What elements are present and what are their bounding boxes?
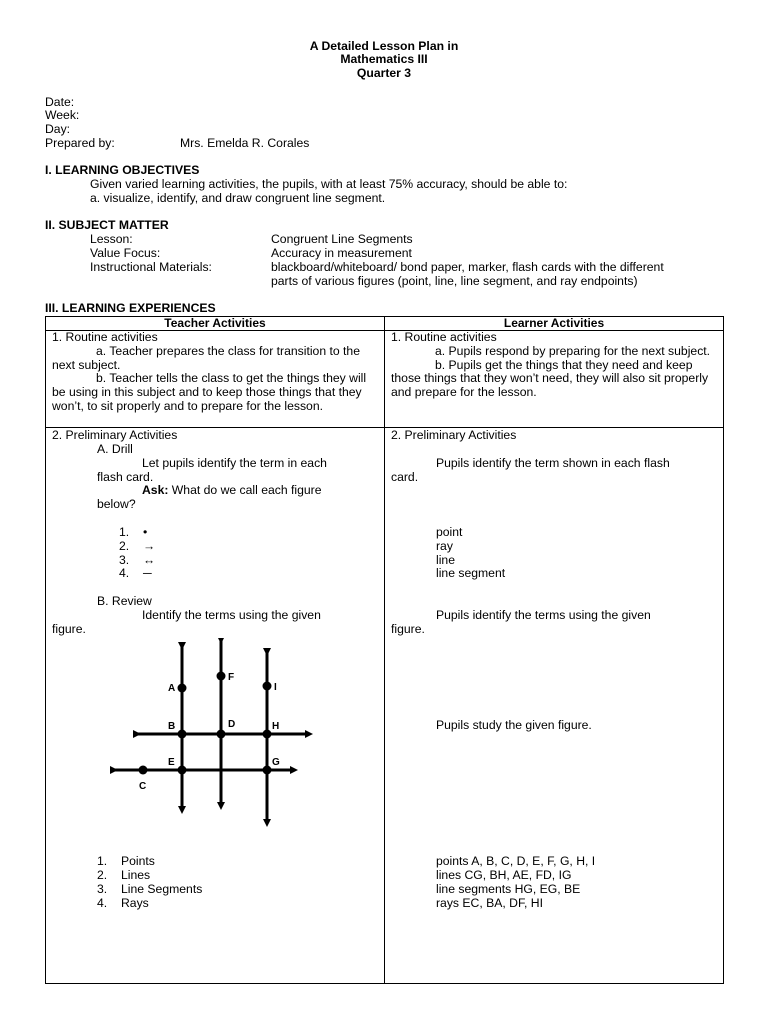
review-text-2: figure. xyxy=(52,622,86,636)
label-d: D xyxy=(228,719,236,730)
teacher-prelim-title: 2. Preliminary Activities xyxy=(52,428,178,442)
point-i xyxy=(263,682,272,691)
review-item-1: 1. Points xyxy=(97,854,155,868)
teacher-column-header: Teacher Activities xyxy=(46,317,385,331)
teacher-routine-b: b. Teacher tells the class to get the things they will be using in this subject and to keep those things that they won’t, to sit properly and to prepare for the lesson. xyxy=(52,371,367,413)
subject-matter-heading: II. SUBJECT MATTER xyxy=(45,218,169,232)
date-label: Date: xyxy=(45,95,75,109)
value-focus-label: Value Focus: xyxy=(90,246,161,260)
review-title: B. Review xyxy=(97,594,152,608)
review-item-4: 4. Rays xyxy=(97,896,149,910)
learner-routine-b: b. Pupils get the things that they need and keep those things that they won’t need, they will also sit properly and prepare for the lesson. xyxy=(391,357,709,400)
drill-answer-3: line xyxy=(436,553,455,567)
teacher-routine-title: 1. Routine activities xyxy=(52,330,158,344)
label-i: I xyxy=(274,682,277,693)
learner-review-text-1: Pupils identify the terms using the given xyxy=(436,608,651,622)
point-f xyxy=(217,672,226,681)
doc-title-line2: Mathematics III xyxy=(340,52,428,66)
drill-item-3: 3. ↔ xyxy=(119,553,156,567)
objectives-item-a: a. visualize, identify, and draw congruent line segment. xyxy=(90,191,386,205)
materials-line1: blackboard/whiteboard/ bond paper, marker, flash cards with the different xyxy=(271,260,664,274)
label-e: E xyxy=(168,757,175,768)
learner-prelim-title: 2. Preliminary Activities xyxy=(391,428,517,442)
review-item-3: 3. Line Segments xyxy=(97,882,203,896)
segment-icon: ─ xyxy=(143,566,152,580)
learner-study-text: Pupils study the given figure. xyxy=(436,718,592,732)
learner-routine-title: 1. Routine activities xyxy=(391,330,497,344)
ask-text-2: below? xyxy=(97,497,136,511)
review-item-2: 2. Lines xyxy=(97,868,151,882)
activities-table xyxy=(45,316,724,984)
point-c xyxy=(139,766,148,775)
learner-routine-cell xyxy=(385,331,724,428)
label-a: A xyxy=(168,683,176,694)
learner-drill-text-2: card. xyxy=(391,470,419,484)
learner-routine-a: a. Pupils respond by preparing for the next subject. xyxy=(435,343,711,358)
review-answer-2: lines CG, BH, AE, FD, IG xyxy=(436,868,572,882)
ask-line xyxy=(142,484,322,498)
drill-item-4: 4. ─ xyxy=(119,566,152,580)
ask-text: What do we call each figure xyxy=(168,483,322,497)
experiences-heading: III. LEARNING EXPERIENCES xyxy=(45,301,216,315)
line-icon: ↔ xyxy=(143,553,156,567)
teacher-routine-a: a. Teacher prepares the class for transition to the next subject. xyxy=(52,343,360,372)
drill-item-2: 2. → xyxy=(119,539,156,553)
review-answer-3: line segments HG, EG, BE xyxy=(436,882,581,896)
label-c: C xyxy=(139,781,147,792)
point-g xyxy=(263,766,272,775)
drill-text-2: flash card. xyxy=(97,470,154,484)
point-a xyxy=(178,684,187,693)
label-g: G xyxy=(272,757,280,768)
doc-title-line1: A Detailed Lesson Plan in xyxy=(309,39,459,53)
label-b: B xyxy=(168,721,176,732)
drill-item-1: 1. • xyxy=(119,525,148,539)
learner-column-header: Learner Activities xyxy=(385,317,724,331)
drill-title: A. Drill xyxy=(97,442,133,456)
objectives-heading: I. LEARNING OBJECTIVES xyxy=(45,163,200,177)
review-answer-4: rays EC, BA, DF, HI xyxy=(436,896,543,910)
ray-icon: → xyxy=(143,539,156,553)
drill-text-1: Let pupils identify the term in each xyxy=(142,456,327,470)
learner-drill-text-1: Pupils identify the term shown in each flash xyxy=(436,456,670,470)
lesson-label: Lesson: xyxy=(90,232,133,246)
point-e xyxy=(178,766,187,775)
review-text-1: Identify the terms using the given xyxy=(142,608,321,622)
drill-answer-4: line segment xyxy=(436,566,506,580)
point-h xyxy=(263,730,272,739)
doc-title-line3: Quarter 3 xyxy=(356,66,412,80)
label-h: H xyxy=(272,721,280,732)
prepared-by-value: Mrs. Emelda R. Corales xyxy=(180,136,310,150)
drill-answer-2: ray xyxy=(436,539,453,553)
point-icon: • xyxy=(143,525,148,539)
value-focus-value: Accuracy in measurement xyxy=(271,246,412,260)
objectives-intro: Given varied learning activities, the pupils, with at least 75% accuracy, should be able to: xyxy=(90,177,568,191)
lines-figure xyxy=(104,638,314,828)
teacher-routine-cell xyxy=(46,331,385,428)
week-label: Week: xyxy=(45,108,80,122)
materials-line2: parts of various figures (point, line, line segment, and ray endpoints) xyxy=(271,274,638,288)
drill-answer-1: point xyxy=(436,525,463,539)
lesson-value: Congruent Line Segments xyxy=(271,232,413,246)
point-d xyxy=(217,730,226,739)
day-label: Day: xyxy=(45,122,71,136)
ask-label: Ask: xyxy=(142,483,169,497)
prepared-by-label: Prepared by: xyxy=(45,136,115,150)
point-b xyxy=(178,730,187,739)
learner-review-text-2: figure. xyxy=(391,622,425,636)
label-f: F xyxy=(228,672,235,683)
learner-preliminary-cell xyxy=(385,428,724,984)
materials-label: Instructional Materials: xyxy=(90,260,212,274)
review-answer-1: points A, B, C, D, E, F, G, H, I xyxy=(436,854,596,868)
teacher-preliminary-cell xyxy=(46,428,385,984)
